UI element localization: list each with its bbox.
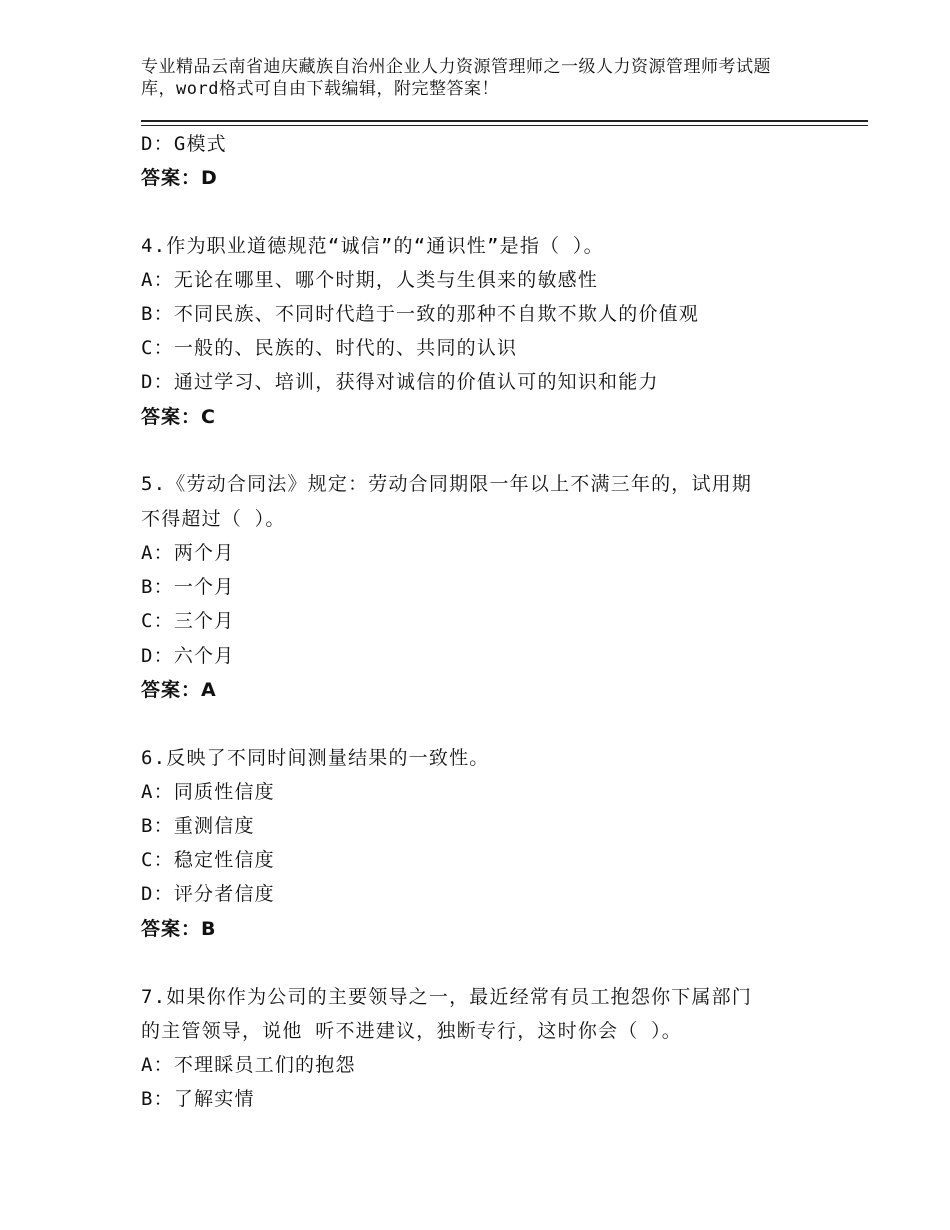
q6-option-d: D：评分者信度 bbox=[141, 883, 275, 905]
q7-stem-line-1: 7.如果你作为公司的主要领导之一，最近经常有员工抱怨你下属部门 bbox=[141, 986, 753, 1008]
q5-stem-line-2: 不得超过（ ）。 bbox=[141, 508, 286, 530]
q7-option-a: A：不理睬员工们的抱怨 bbox=[141, 1054, 356, 1076]
q4-stem: 4.作为职业道德规范“诚信”的“通识性”是指（ ）。 bbox=[141, 235, 604, 257]
q4-option-d: D：通过学习、培训，获得对诚信的价值认可的知识和能力 bbox=[141, 371, 659, 393]
q7-option-b: B：了解实情 bbox=[141, 1088, 255, 1110]
q4-answer: 答案：C bbox=[141, 406, 216, 428]
q3-answer: 答案：D bbox=[141, 167, 218, 189]
header-rule-thin bbox=[141, 125, 868, 126]
q4-option-c: C：一般的、民族的、时代的、共同的认识 bbox=[141, 337, 518, 359]
q7-stem-line-2: 的主管领导，说他 听不进建议，独断专行，这时你会（ ）。 bbox=[141, 1020, 682, 1042]
q5-stem-line-1: 5.《劳动合同法》规定：劳动合同期限一年以上不满三年的，试用期 bbox=[141, 473, 753, 495]
q5-option-c: C：三个月 bbox=[141, 610, 235, 632]
header-line-2: 库，word格式可自由下载编辑，附完整答案！ bbox=[141, 79, 499, 99]
q5-option-d: D：六个月 bbox=[141, 645, 235, 667]
q4-option-a: A：无论在哪里、哪个时期，人类与生俱来的敏感性 bbox=[141, 269, 599, 291]
q5-option-a: A：两个月 bbox=[141, 542, 235, 564]
q6-option-a: A：同质性信度 bbox=[141, 781, 275, 803]
header-rule-thick bbox=[141, 120, 868, 122]
q5-option-b: B：一个月 bbox=[141, 576, 235, 598]
q3-option-d: D：G模式 bbox=[141, 133, 227, 155]
document-header bbox=[141, 56, 831, 100]
q6-option-b: B：重测信度 bbox=[141, 815, 255, 837]
q6-answer: 答案：B bbox=[141, 918, 217, 940]
q5-answer: 答案：A bbox=[141, 679, 217, 701]
q6-option-c: C：稳定性信度 bbox=[141, 849, 275, 871]
q4-option-b: B：不同民族、不同时代趋于一致的那种不自欺不欺人的价值观 bbox=[141, 303, 700, 325]
header-line-1: 专业精品云南省迪庆藏族自治州企业人力资源管理师之一级人力资源管理师考试题 bbox=[141, 57, 771, 77]
q6-stem: 6.反映了不同时间测量结果的一致性。 bbox=[141, 747, 490, 769]
